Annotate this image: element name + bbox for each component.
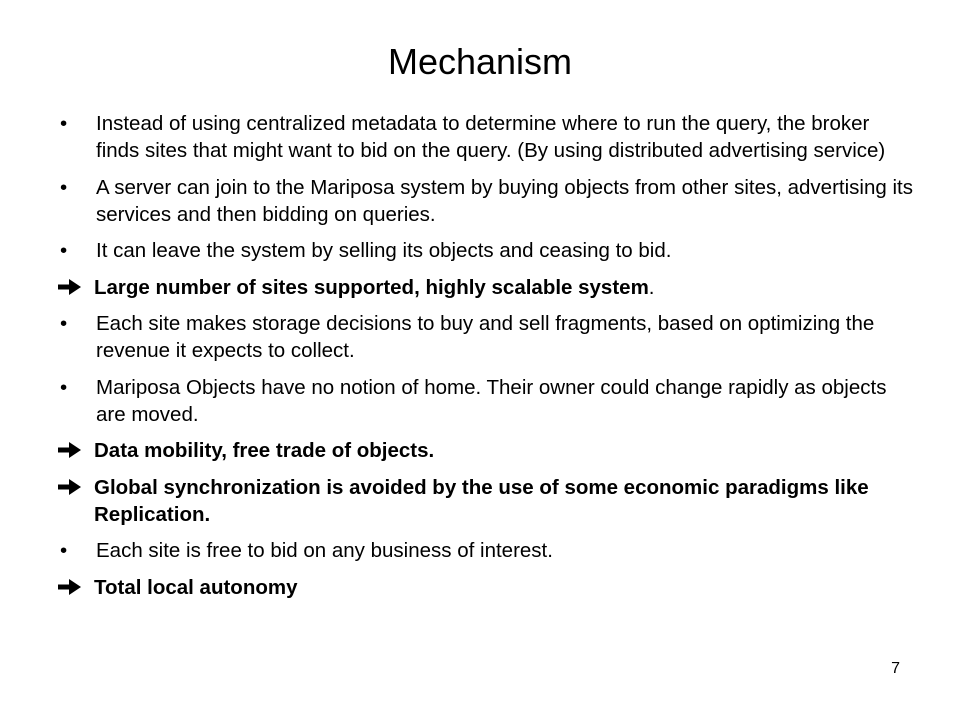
list-item-text: Each site makes storage decisions to buy and sell fragments, based on optimizing the revenue it expects to collect.	[96, 312, 875, 362]
bullet-dot-icon: •	[60, 112, 68, 135]
arrow-right-icon	[58, 274, 94, 301]
list-item-text: Each site is free to bid on any business of interest.	[96, 539, 553, 562]
list-item	[58, 437, 918, 464]
list-item	[58, 274, 918, 301]
emphasis-text: Large number of sites supported, highly scalable system	[94, 275, 649, 299]
arrow-right-icon	[58, 437, 94, 464]
list-item-text: Global synchronization is avoided by the use of some economic paradigms like Replication.	[94, 475, 869, 526]
arrow-right-icon	[58, 474, 94, 501]
list-item-text: Data mobility, free trade of objects.	[94, 439, 435, 462]
bullet-list	[58, 110, 918, 610]
list-item	[58, 474, 918, 528]
bullet-dot-icon: •	[60, 539, 68, 562]
list-item-text: Instead of using centralized metadata to determine where to run the query, the broker finds sites that might want to bid on the query. (By using distributed advertising service)	[96, 112, 886, 162]
slide-title: Mechanism	[387, 41, 573, 82]
emphasis-suffix: .	[648, 275, 655, 299]
bullet-dot-icon: •	[60, 375, 68, 399]
list-item	[58, 537, 918, 564]
list-item	[58, 310, 918, 364]
list-item-text: Mariposa Objects have no notion of home. Their owner could change rapidly as objects are moved.	[96, 375, 887, 426]
bullet-dot-icon: •	[60, 312, 68, 335]
list-item-text: It can leave the system by selling its objects and ceasing to bid.	[96, 239, 672, 262]
list-item	[58, 374, 918, 428]
bullet-dot-icon: •	[60, 239, 68, 262]
list-item	[58, 174, 918, 228]
page-number: 7	[891, 660, 900, 677]
arrow-right-icon	[58, 574, 94, 601]
list-item-text: Total local autonomy	[94, 575, 298, 599]
bullet-dot-icon: •	[60, 175, 68, 199]
list-item-text	[94, 274, 918, 301]
list-item	[58, 237, 918, 264]
list-item	[58, 110, 918, 164]
list-item-text: A server can join to the Mariposa system by buying objects from other sites, advertising its services and then bidding on queries.	[96, 175, 913, 226]
list-item	[58, 574, 918, 601]
